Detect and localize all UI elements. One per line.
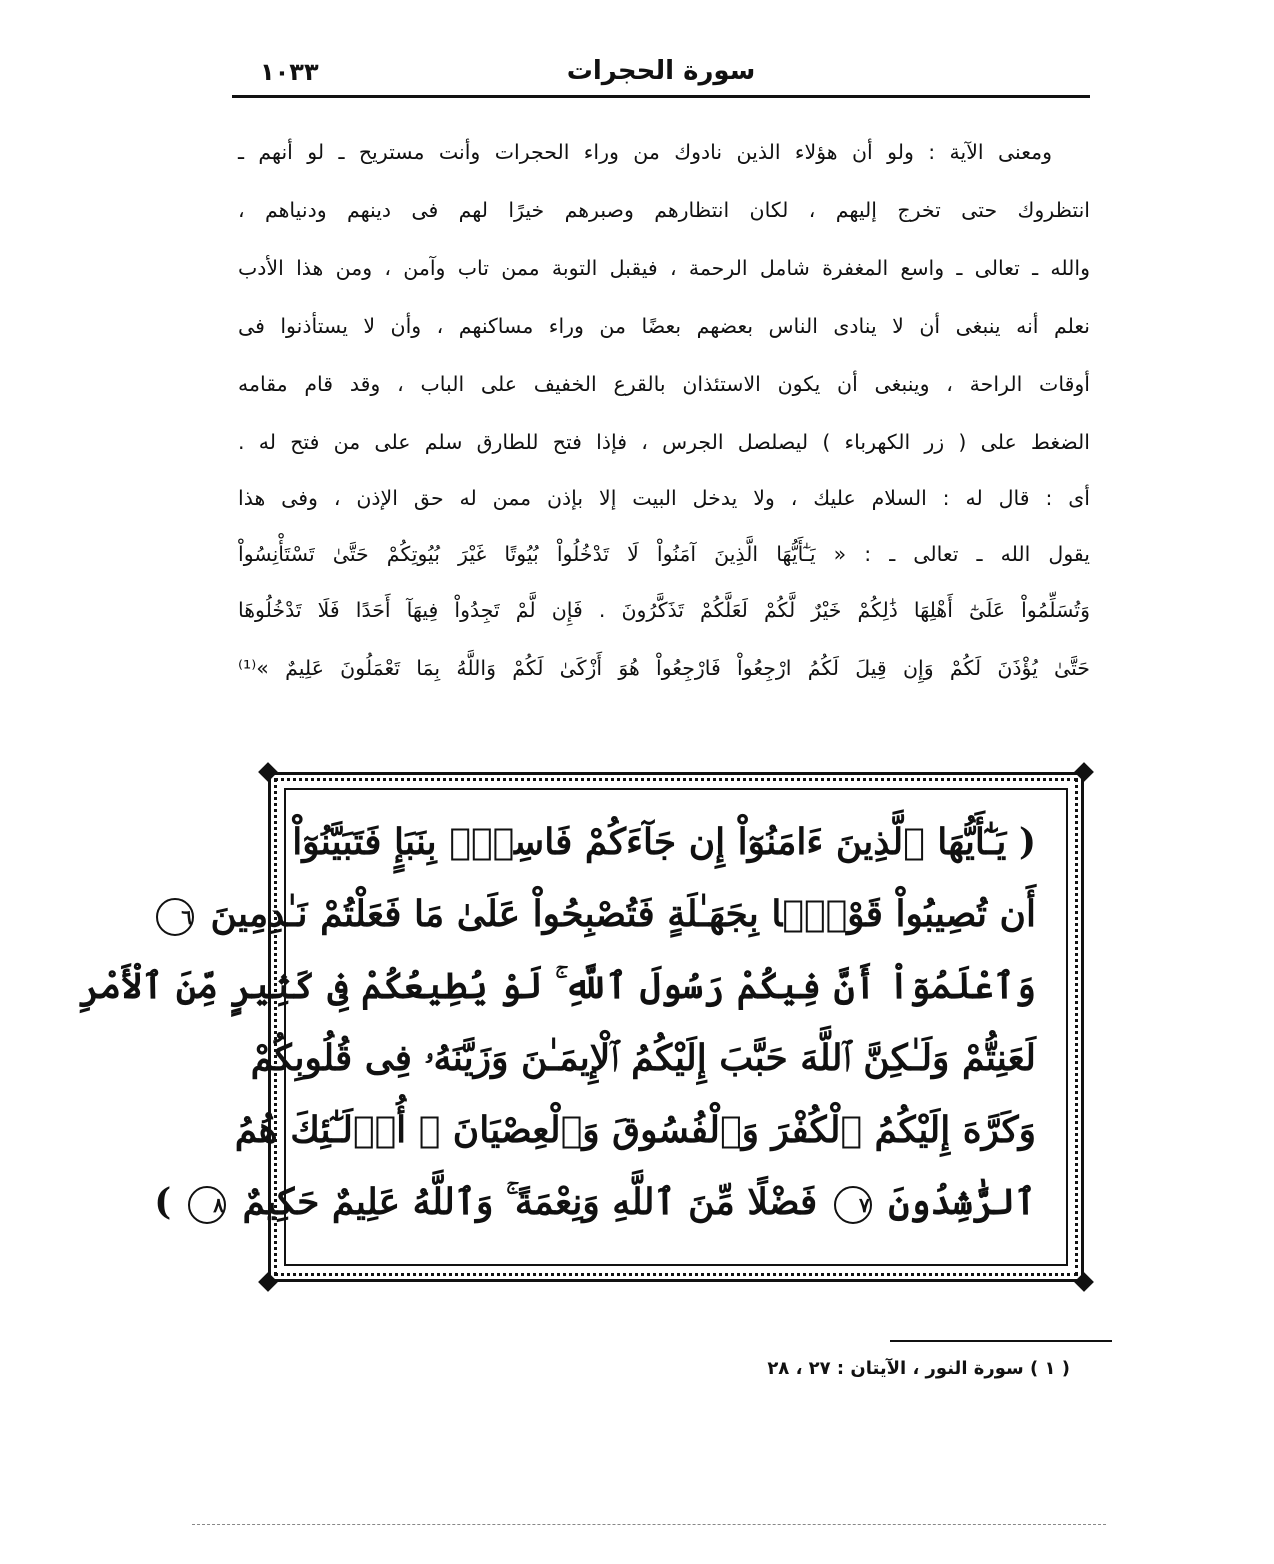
quran-line (250, 1022, 1036, 1094)
footnote-rule (890, 1340, 1112, 1342)
quran-line-text: أَن تُصِيبُواْ قَوْمًۢا بِجَهَـٰلَةٍ فَتُصْبِحُواْ عَلَىٰ مَا فَعَلْتُمْ نَـٰدِمِينَ (210, 893, 1036, 935)
page-header (232, 50, 1090, 94)
quran-line-text: فَضْلًا مِّنَ ٱللَّهِ وَنِعْمَةً ۚ وَٱللَّهُ عَلِيمٌ حَكِيمٌ (242, 1181, 818, 1223)
page-bottom-rule (192, 1524, 1106, 1525)
ayah-number-marker: ٧ (834, 1186, 872, 1224)
quran-line (234, 1094, 1036, 1166)
page-number: ١٠٣٣ (260, 58, 319, 86)
commentary-line: أوقات الراحة ، وينبغى أن يكون الاستئذان بالقرع الخفيف على الباب ، وقد قام مقامه (238, 372, 1090, 396)
surah-title: سورة الحجرات (566, 56, 756, 86)
quran-line-text: ٱلرَّٰشِدُونَ (888, 1181, 1036, 1223)
quran-line (154, 1166, 1036, 1238)
quran-line (292, 806, 1036, 878)
ayah-number-marker: ٨ (188, 1186, 226, 1224)
commentary-line: يقول الله ـ تعالى ـ : « يَـٰٓأَيُّهَا الَّذِينَ آمَنُواْ لَا تَدْخُلُواْ بُيُوتًا غَيْرَ بُيُوتِكُمْ حَتَّىٰ تَسْتَأْنِسُواْ (238, 542, 1090, 566)
commentary-line: ومعنى الآية : ولو أن هؤلاء الذين نادوك من وراء الحجرات وأنت مستريح ـ لو أنهم ـ (238, 140, 1052, 164)
commentary-line: أى : قال له : السلام عليك ، ولا يدخل البيت إلا بإذن ممن له حق الإذن ، وفى هذا (238, 486, 1090, 510)
commentary-line: الضغط على ( زر الكهرباء ) ليصلصل الجرس ، فإذا فتح للطارق سلم على من فتح له . (238, 430, 1090, 454)
quran-line (181, 878, 1036, 950)
ayah-number-marker: ٦ (156, 898, 194, 936)
quran-line-text: وَٱعْلَمُوٓاْ أَنَّ فِيكُمْ رَسُولَ ٱللَّهِ ۚ لَوْ يُطِيعُكُمْ فِى كَثِيرٍ مِّنَ ٱلْأَمْرِ (79, 965, 1036, 1007)
commentary-line: نعلم أنه ينبغى أن لا ينادى الناس بعضهم بعضًا من وراء مساكنهم ، وأن لا يستأذنوا فى (238, 314, 1090, 338)
commentary-line: انتظروك حتى تخرج إليهم ، لكان انتظارهم وصبرهم خيرًا لهم فى دينهم ودنياهم ، (238, 198, 1090, 222)
commentary-line: وَتُسَلِّمُواْ عَلَىٰٓ أَهْلِهَا ذَٰلِكُمْ خَيْرٌ لَّكُمْ لَعَلَّكُمْ تَذَكَّرُونَ . فَإِن لَّمْ تَجِدُواْ فِيهَآ أَحَدًا فَلَا تَدْخُلُوهَا (238, 598, 1090, 622)
quran-verse-frame (79, 772, 1084, 1282)
quran-closing-bracket: ) (154, 1181, 172, 1223)
quran-line-text: ( يَـٰٓأَيُّهَا ٱلَّذِينَ ءَامَنُوٓاْ إِن جَآءَكُمْ فَاسِقُۢ بِنَبَإٍ فَتَبَيَّنُوٓاْ (292, 821, 1036, 863)
quran-line (79, 950, 1036, 1022)
commentary-line: حَتَّىٰ يُؤْذَنَ لَكُمْ وَإِن قِيلَ لَكُمُ ارْجِعُواْ فَارْجِعُواْ هُوَ أَزْكَىٰ لَكُمْ وَاللَّهُ بِمَا تَعْمَلُونَ عَلِيمٌ »⁽¹⁾ (238, 656, 1090, 680)
quran-line-text: لَعَنِتُّمْ وَلَـٰكِنَّ ٱللَّهَ حَبَّبَ إِلَيْكُمُ ٱلْإِيمَـٰنَ وَزَيَّنَهُۥ فِى قُلُوبِكُمْ (250, 1037, 1036, 1079)
commentary-line: والله ـ تعالى ـ واسع المغفرة شامل الرحمة ، فيقبل التوبة ممن تاب وآمن ، ومن هذا الأدب (238, 256, 1090, 280)
quran-line-text: وَكَرَّهَ إِلَيْكُمُ ٱلْكُفْرَ وَٱلْفُسُوقَ وَٱلْعِصْيَانَ ۚ أُو۟لَـٰٓئِكَ هُمُ (234, 1109, 1036, 1151)
footnote: ( ١ ) سورة النور ، الآيتان : ٢٧ ، ٢٨ (767, 1358, 1070, 1379)
header-rule (232, 95, 1090, 98)
